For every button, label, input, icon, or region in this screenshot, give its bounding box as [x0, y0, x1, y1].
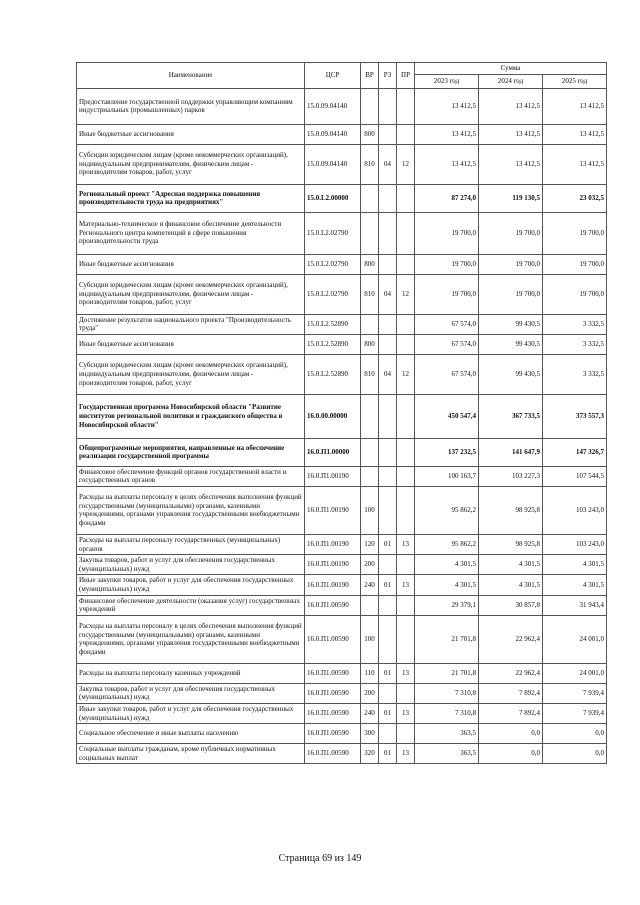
row-rz-cell [379, 724, 397, 744]
table-row [77, 314, 607, 334]
row-rz-cell [379, 615, 397, 663]
row-name-cell: Иные бюджетные ассигнования [77, 254, 305, 274]
row-csr-cell: 16.0.П1.00590 [305, 615, 361, 663]
row-rz-cell [379, 334, 397, 354]
row-pr-cell [397, 124, 415, 144]
row-sum-2025-cell: 107 544,5 [543, 466, 607, 486]
row-pr-cell [397, 724, 415, 744]
row-name-cell: Социальное обеспечение и иные выплаты населению [77, 724, 305, 744]
table-row [77, 724, 607, 744]
row-sum-2025-cell: 103 243,0 [543, 486, 607, 534]
row-csr-cell: 16.0.П1.00590 [305, 724, 361, 744]
row-pr-cell: 12 [397, 354, 415, 394]
row-name-cell: Иные бюджетные ассигнования [77, 334, 305, 354]
row-csr-cell: 15.0.L2.52890 [305, 354, 361, 394]
row-vr-cell: 800 [361, 334, 379, 354]
row-sum-2024-cell: 99 430,5 [479, 354, 543, 394]
row-pr-cell [397, 555, 415, 575]
row-name-cell: Финансовое обеспечение функций органов государственной власти и государственных органов [77, 466, 305, 486]
table-row [77, 703, 607, 723]
row-name-cell: Иные закупки товаров, работ и услуг для обеспечения государственных (муниципальных) нужд [77, 703, 305, 723]
row-vr-cell [361, 466, 379, 486]
row-vr-cell [361, 184, 379, 212]
row-sum-2025-cell: 373 557,3 [543, 394, 607, 438]
row-sum-2025-cell: 13 412,5 [543, 144, 607, 184]
row-sum-2025-cell: 13 412,5 [543, 124, 607, 144]
row-sum-2023-cell: 19 700,0 [415, 212, 479, 254]
header-sum: Сумма [415, 63, 607, 75]
row-sum-2024-cell: 99 430,5 [479, 314, 543, 334]
row-name-cell: Общепрограммные мероприятия, направленные на обеспечение реализации государственной программы [77, 438, 305, 466]
row-csr-cell: 15.0.09.04140 [305, 144, 361, 184]
row-name-cell: Материально-техническое и финансовое обеспечение деятельности Регионального центра компетенций в сфере повышения производительности труда [77, 212, 305, 254]
row-vr-cell: 100 [361, 486, 379, 534]
table-body [77, 88, 607, 764]
row-pr-cell: 13 [397, 744, 415, 764]
row-name-cell: Субсидии юридическим лицам (кроме некоммерческих организаций), индивидуальным предпринимателям, физическим лицам - производителям товаров, работ, услуг [77, 354, 305, 394]
row-name-cell: Финансовое обеспечение деятельности (оказания услуг) государственных учреждений [77, 595, 305, 615]
budget-table-sheet [76, 62, 606, 764]
row-sum-2025-cell: 24 001,0 [543, 615, 607, 663]
row-sum-2025-cell: 19 700,0 [543, 212, 607, 254]
row-sum-2025-cell: 7 939,4 [543, 703, 607, 723]
row-name-cell: Субсидии юридическим лицам (кроме некоммерческих организаций), индивидуальным предпринимателям, физическим лицам - производителям товаров, работ, услуг [77, 144, 305, 184]
row-pr-cell [397, 334, 415, 354]
header-name: Наименование [77, 63, 305, 89]
row-vr-cell: 100 [361, 615, 379, 663]
row-sum-2024-cell: 13 412,5 [479, 124, 543, 144]
table-row [77, 144, 607, 184]
row-sum-2024-cell: 19 700,0 [479, 212, 543, 254]
row-vr-cell: 200 [361, 555, 379, 575]
row-sum-2024-cell: 7 892,4 [479, 683, 543, 703]
row-pr-cell [397, 486, 415, 534]
row-pr-cell [397, 254, 415, 274]
row-rz-cell [379, 683, 397, 703]
row-sum-2023-cell: 67 574,0 [415, 354, 479, 394]
row-vr-cell [361, 88, 379, 124]
row-rz-cell [379, 486, 397, 534]
row-csr-cell: 16.0.П1.00190 [305, 466, 361, 486]
table-row [77, 663, 607, 683]
row-sum-2023-cell: 95 862,2 [415, 534, 479, 554]
row-rz-cell: 01 [379, 744, 397, 764]
row-name-cell: Иные бюджетные ассигнования [77, 124, 305, 144]
table-row [77, 184, 607, 212]
row-sum-2023-cell: 363,5 [415, 724, 479, 744]
row-sum-2023-cell: 21 701,8 [415, 615, 479, 663]
table-row [77, 466, 607, 486]
row-sum-2025-cell: 4 301,5 [543, 575, 607, 595]
row-rz-cell [379, 184, 397, 212]
table-row [77, 555, 607, 575]
row-sum-2025-cell: 31 943,4 [543, 595, 607, 615]
row-vr-cell: 240 [361, 703, 379, 723]
row-sum-2023-cell: 95 862,2 [415, 486, 479, 534]
row-csr-cell: 15.0.L2.52890 [305, 314, 361, 334]
row-sum-2023-cell: 19 700,0 [415, 274, 479, 314]
row-sum-2023-cell: 87 274,0 [415, 184, 479, 212]
row-vr-cell: 810 [361, 274, 379, 314]
table-row [77, 124, 607, 144]
row-csr-cell: 15.0.L2.52890 [305, 334, 361, 354]
row-sum-2025-cell: 13 412,5 [543, 88, 607, 124]
row-vr-cell: 110 [361, 663, 379, 683]
row-vr-cell [361, 212, 379, 254]
row-sum-2023-cell: 100 163,7 [415, 466, 479, 486]
row-pr-cell [397, 88, 415, 124]
row-sum-2024-cell: 4 301,5 [479, 575, 543, 595]
row-sum-2023-cell: 29 379,1 [415, 595, 479, 615]
table-row [77, 334, 607, 354]
row-rz-cell [379, 254, 397, 274]
row-csr-cell: 15.0.L2.02790 [305, 254, 361, 274]
row-vr-cell: 800 [361, 254, 379, 274]
table-row [77, 744, 607, 764]
row-pr-cell [397, 595, 415, 615]
row-csr-cell: 16.0.П1.00190 [305, 555, 361, 575]
table-row [77, 394, 607, 438]
row-name-cell: Закупка товаров, работ и услуг для обеспечения государственных (муниципальных) нужд [77, 683, 305, 703]
row-sum-2024-cell: 0,0 [479, 724, 543, 744]
row-sum-2023-cell: 13 412,5 [415, 124, 479, 144]
row-sum-2024-cell: 98 925,8 [479, 486, 543, 534]
row-rz-cell: 01 [379, 663, 397, 683]
row-sum-2025-cell: 3 332,5 [543, 354, 607, 394]
row-name-cell: Расходы на выплаты персоналу в целях обеспечения выполнения функций государственными (муниципальными) органами, казенными учреждениями, органами управления государственными внебюджетными фондами [77, 615, 305, 663]
table-row [77, 274, 607, 314]
row-rz-cell: 01 [379, 575, 397, 595]
row-vr-cell: 800 [361, 124, 379, 144]
table-row [77, 486, 607, 534]
row-rz-cell: 04 [379, 144, 397, 184]
row-rz-cell: 04 [379, 354, 397, 394]
header-year-2023: 2023 год [415, 74, 479, 88]
row-name-cell: Предоставление государственной поддержки управляющим компаниям индустриальных (промышленных) парков [77, 88, 305, 124]
page-number: Страница 69 из 149 [278, 853, 362, 864]
row-sum-2024-cell: 13 412,5 [479, 88, 543, 124]
table-row [77, 354, 607, 394]
row-rz-cell: 01 [379, 534, 397, 554]
row-sum-2023-cell: 13 412,5 [415, 88, 479, 124]
header-pr: ПР [397, 63, 415, 89]
row-pr-cell [397, 438, 415, 466]
row-pr-cell [397, 683, 415, 703]
row-csr-cell: 15.0.09.04140 [305, 88, 361, 124]
table-row [77, 683, 607, 703]
row-sum-2023-cell: 7 310,8 [415, 703, 479, 723]
row-sum-2025-cell: 0,0 [543, 744, 607, 764]
row-sum-2025-cell: 19 700,0 [543, 274, 607, 314]
row-vr-cell [361, 438, 379, 466]
row-sum-2023-cell: 7 310,8 [415, 683, 479, 703]
row-sum-2024-cell: 0,0 [479, 744, 543, 764]
table-header [77, 63, 607, 89]
row-vr-cell: 120 [361, 534, 379, 554]
row-sum-2024-cell: 22 962,4 [479, 663, 543, 683]
row-name-cell: Государственная программа Новосибирской области "Развитие институтов региональной политики и гражданского общества в Новосибирской области" [77, 394, 305, 438]
row-vr-cell [361, 595, 379, 615]
table-row [77, 438, 607, 466]
row-csr-cell: 16.0.П1.00000 [305, 438, 361, 466]
row-vr-cell [361, 394, 379, 438]
row-name-cell: Социальные выплаты гражданам, кроме публичных нормативных социальных выплат [77, 744, 305, 764]
table-row [77, 254, 607, 274]
row-csr-cell: 16.0.П1.00590 [305, 663, 361, 683]
row-pr-cell [397, 314, 415, 334]
row-vr-cell: 240 [361, 575, 379, 595]
row-vr-cell: 300 [361, 724, 379, 744]
row-pr-cell: 13 [397, 575, 415, 595]
row-vr-cell: 810 [361, 144, 379, 184]
table-row [77, 212, 607, 254]
table-row [77, 575, 607, 595]
row-sum-2023-cell: 19 700,0 [415, 254, 479, 274]
row-rz-cell: 01 [379, 703, 397, 723]
row-csr-cell: 16.0.П1.00190 [305, 486, 361, 534]
row-pr-cell [397, 394, 415, 438]
row-vr-cell: 320 [361, 744, 379, 764]
row-sum-2025-cell: 147 326,7 [543, 438, 607, 466]
row-pr-cell: 13 [397, 703, 415, 723]
table-row [77, 534, 607, 554]
row-sum-2025-cell: 3 332,5 [543, 334, 607, 354]
row-vr-cell: 810 [361, 354, 379, 394]
table-row [77, 615, 607, 663]
row-csr-cell: 15.0.09.04140 [305, 124, 361, 144]
row-csr-cell: 16.0.П1.00190 [305, 534, 361, 554]
row-csr-cell: 16.0.П1.00590 [305, 683, 361, 703]
row-sum-2023-cell: 363,5 [415, 744, 479, 764]
row-sum-2025-cell: 7 939,4 [543, 683, 607, 703]
row-sum-2025-cell: 23 032,5 [543, 184, 607, 212]
row-sum-2025-cell: 24 001,0 [543, 663, 607, 683]
row-sum-2024-cell: 141 647,9 [479, 438, 543, 466]
row-sum-2023-cell: 450 547,4 [415, 394, 479, 438]
row-pr-cell [397, 466, 415, 486]
row-sum-2023-cell: 4 301,5 [415, 575, 479, 595]
row-sum-2025-cell: 0,0 [543, 724, 607, 744]
row-rz-cell [379, 466, 397, 486]
row-vr-cell [361, 314, 379, 334]
row-pr-cell [397, 212, 415, 254]
row-sum-2025-cell: 3 332,5 [543, 314, 607, 334]
row-sum-2023-cell: 13 412,5 [415, 144, 479, 184]
row-csr-cell: 16.0.П1.00590 [305, 744, 361, 764]
row-name-cell: Субсидии юридическим лицам (кроме некоммерческих организаций), индивидуальным предпринимателям, физическим лицам - производителям товаров, работ, услуг [77, 274, 305, 314]
row-csr-cell: 16.0.00.00000 [305, 394, 361, 438]
row-csr-cell: 16.0.П1.00590 [305, 703, 361, 723]
row-name-cell: Закупка товаров, работ и услуг для обеспечения государственных (муниципальных) нужд [77, 555, 305, 575]
row-sum-2024-cell: 13 412,5 [479, 144, 543, 184]
header-year-2025: 2025 год [543, 74, 607, 88]
row-sum-2023-cell: 67 574,0 [415, 334, 479, 354]
row-name-cell: Расходы на выплаты персоналу государственных (муниципальных) органов [77, 534, 305, 554]
header-rz: РЗ [379, 63, 397, 89]
row-rz-cell [379, 394, 397, 438]
row-rz-cell [379, 555, 397, 575]
row-sum-2024-cell: 98 925,8 [479, 534, 543, 554]
row-name-cell: Региональный проект "Адресная поддержка повышения производительности труда на предприятиях" [77, 184, 305, 212]
row-rz-cell [379, 595, 397, 615]
row-rz-cell [379, 124, 397, 144]
row-pr-cell [397, 184, 415, 212]
row-sum-2024-cell: 22 962,4 [479, 615, 543, 663]
row-rz-cell [379, 212, 397, 254]
row-name-cell: Расходы на выплаты персоналу в целях обеспечения выполнения функций государственными (муниципальными) органами, казенными учреждениями, органами управления государственными внебюджетными фондами [77, 486, 305, 534]
row-csr-cell: 15.0.L2.00000 [305, 184, 361, 212]
row-sum-2024-cell: 19 700,0 [479, 274, 543, 314]
row-sum-2024-cell: 19 700,0 [479, 254, 543, 274]
row-sum-2024-cell: 99 430,5 [479, 334, 543, 354]
row-name-cell: Расходы на выплаты персоналу казенных учреждений [77, 663, 305, 683]
row-pr-cell: 12 [397, 274, 415, 314]
row-csr-cell: 15.0.L2.02790 [305, 274, 361, 314]
row-sum-2025-cell: 103 243,0 [543, 534, 607, 554]
row-pr-cell [397, 615, 415, 663]
row-rz-cell [379, 88, 397, 124]
row-rz-cell [379, 314, 397, 334]
header-csr: ЦСР [305, 63, 361, 89]
row-sum-2023-cell: 67 574,0 [415, 314, 479, 334]
table-row [77, 88, 607, 124]
row-sum-2024-cell: 367 733,5 [479, 394, 543, 438]
row-pr-cell: 13 [397, 663, 415, 683]
row-sum-2025-cell: 19 700,0 [543, 254, 607, 274]
header-year-2024: 2024 год [479, 74, 543, 88]
row-sum-2024-cell: 103 227,3 [479, 466, 543, 486]
row-sum-2025-cell: 4 301,5 [543, 555, 607, 575]
header-vr: ВР [361, 63, 379, 89]
row-sum-2024-cell: 119 130,5 [479, 184, 543, 212]
row-csr-cell: 15.0.L2.02790 [305, 212, 361, 254]
row-sum-2024-cell: 7 892,4 [479, 703, 543, 723]
budget-table [76, 62, 607, 764]
row-sum-2023-cell: 137 232,5 [415, 438, 479, 466]
row-rz-cell [379, 438, 397, 466]
row-sum-2023-cell: 21 701,8 [415, 663, 479, 683]
row-pr-cell: 13 [397, 534, 415, 554]
row-name-cell: Достижение результатов национального проекта "Производительность труда" [77, 314, 305, 334]
row-sum-2023-cell: 4 301,5 [415, 555, 479, 575]
table-row [77, 595, 607, 615]
row-csr-cell: 16.0.П1.00190 [305, 575, 361, 595]
row-csr-cell: 16.0.П1.00590 [305, 595, 361, 615]
row-pr-cell: 12 [397, 144, 415, 184]
row-rz-cell: 04 [379, 274, 397, 314]
row-vr-cell: 200 [361, 683, 379, 703]
row-sum-2024-cell: 30 857,8 [479, 595, 543, 615]
row-sum-2024-cell: 4 301,5 [479, 555, 543, 575]
row-name-cell: Иные закупки товаров, работ и услуг для обеспечения государственных (муниципальных) нужд [77, 575, 305, 595]
